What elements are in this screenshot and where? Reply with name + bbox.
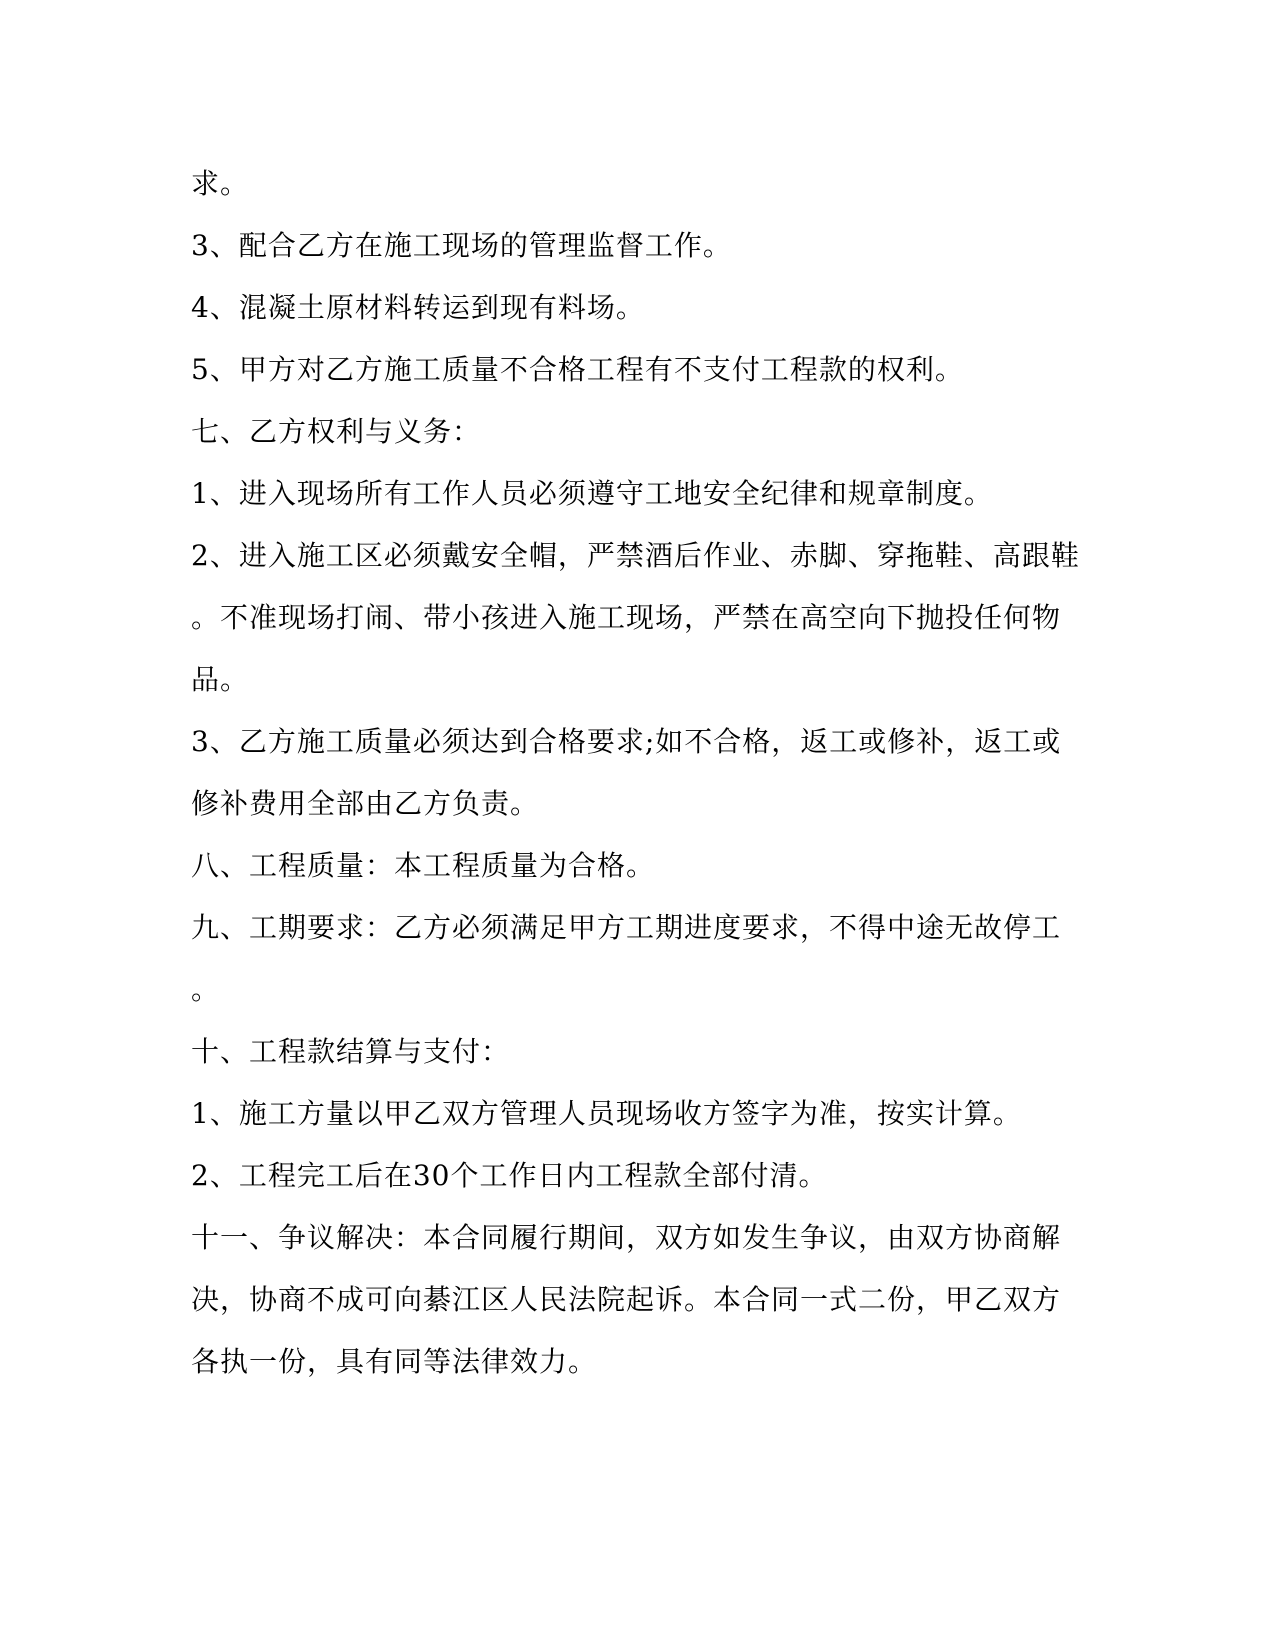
text-line: 3、配合乙方在施工现场的管理监督工作。 [191,229,732,262]
text-line: 5、甲方对乙方施工质量不合格工程有不支付工程款的权利。 [191,353,964,386]
text-line: 。 [191,973,221,1006]
text-line: 1、施工方量以甲乙双方管理人员现场收方签字为准，按实计算。 [191,1097,1022,1130]
section-heading: 八、工程质量：本工程质量为合格。 [191,849,656,882]
text-line: 2、工程完工后在30个工作日内工程款全部付清。 [191,1159,828,1192]
section-heading: 九、工期要求：乙方必须满足甲方工期进度要求，不得中途无故停工 [191,911,1062,944]
section-heading: 七、乙方权利与义务： [191,415,482,448]
text-line: 1、进入现场所有工作人员必须遵守工地安全纪律和规章制度。 [191,477,993,510]
text-line: 修补费用全部由乙方负责。 [191,787,540,820]
text-line: 各执一份，具有同等法律效力。 [191,1345,598,1378]
text-line: 决，协商不成可向綦江区人民法院起诉。本合同一式二份，甲乙双方 [191,1283,1062,1316]
text-line: 4、混凝土原材料转运到现有料场。 [191,291,645,324]
text-line: 。不准现场打闹、带小孩进入施工现场，严禁在高空向下抛投任何物 [191,601,1062,634]
section-heading: 十一、争议解决：本合同履行期间，双方如发生争议，由双方协商解 [191,1221,1062,1254]
text-line: 2、进入施工区必须戴安全帽，严禁酒后作业、赤脚、穿拖鞋、高跟鞋 [191,539,1080,572]
document-body [191,160,1080,1400]
text-line: 求。 [191,167,250,200]
text-line: 品。 [191,663,250,696]
section-heading: 十、工程款结算与支付： [191,1035,511,1068]
text-line: 3、乙方施工质量必须达到合格要求;如不合格，返工或修补，返工或 [191,725,1062,758]
